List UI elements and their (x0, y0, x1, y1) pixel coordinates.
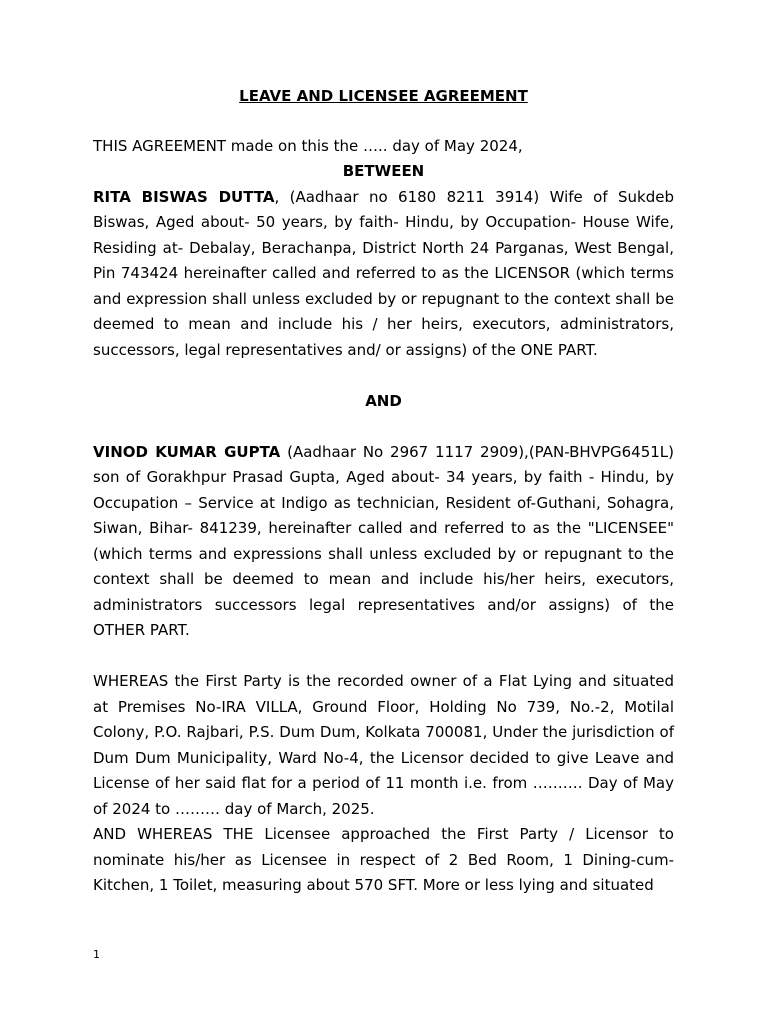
document-title: LEAVE AND LICENSEE AGREEMENT (239, 87, 528, 105)
licensor-paragraph (93, 185, 674, 364)
spacer (93, 363, 674, 389)
and-heading: AND (365, 391, 402, 410)
spacer (93, 414, 674, 440)
whereas-paragraph-1: WHEREAS the First Party is the recorded owner of a Flat Lying and situated at Premises No-IRA VILLA, Ground Floor, Holding No 739, No.-2, Motilal Colony, P.O. Rajbari, P.S. Dum Dum, Kolkata 700081, Under the jurisdiction of Dum Dum Municipality, Ward No-4, the Licensor decided to give Leave and License of her said flat for a period of 11 month i.e. from ………. Day of May of 2024 to ……… day of March, 2025. (93, 672, 674, 818)
licensee-details: (Aadhaar No 2967 1117 2909),(PAN-BHVPG6451L) son of Gorakhpur Prasad Gupta, Aged about- 34 years, by faith - Hindu, by Occupation – Service at Indigo as technician, Resident of-Guthani, Sohagra, Siwan, Bihar- 841239, hereinafter called and referred to as the "LICENSEE" (which terms and expressions shall unless excluded by or repugnant to the context shall be deemed to mean and include his/her heirs, executors, administrators successors legal representatives and/or assigns) of the OTHER PART. (93, 442, 674, 639)
licensee-paragraph (93, 440, 674, 644)
document-page (93, 84, 674, 899)
spacer (93, 644, 674, 670)
licensor-name: RITA BISWAS DUTTA (93, 187, 275, 206)
between-heading: BETWEEN (342, 162, 425, 180)
page-number: 1 (93, 948, 100, 961)
whereas-paragraph-2: AND WHEREAS THE Licensee approached the First Party / Licensor to nominate his/her as Licensee in respect of 2 Bed Room, 1 Dining-cum-Kitchen, 1 Toilet, measuring about 570 SFT. More or less lying and situated (93, 825, 674, 894)
licensor-details: , (Aadhaar no 6180 8211 3914) Wife of Sukdeb Biswas, Aged about- 50 years, by faith- Hindu, by Occupation- House Wife, Residing at- Debalay, Berachanpa, District North 24 Parganas, West Bengal, Pin 743424 hereinafter called and referred to as the LICENSOR (which terms and expression shall unless excluded by or repugnant to the context shall be deemed to mean and include his / her heirs, executors, administrators, successors, legal representatives and/ or assigns) of the ONE PART. (93, 187, 674, 359)
agreement-intro: THIS AGREEMENT made on this the ….. day of May 2024, (93, 136, 523, 155)
licensee-name: VINOD KUMAR GUPTA (93, 442, 281, 461)
